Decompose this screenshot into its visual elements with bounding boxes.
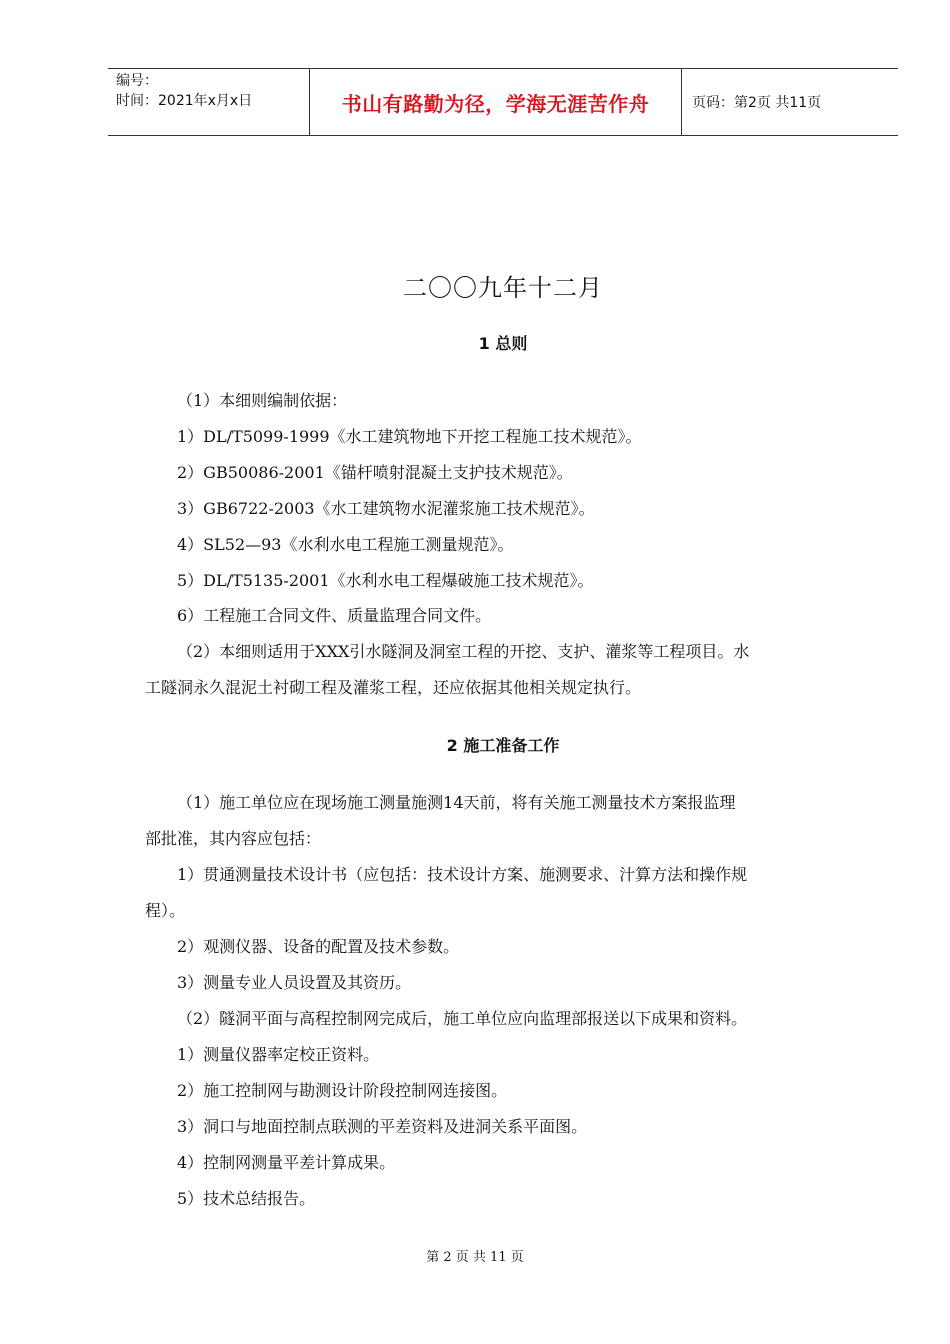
paragraph: 程）。	[145, 901, 186, 920]
section-heading-general: 1 总则	[478, 334, 528, 353]
page-footer: 第 2 页 共 11 页	[426, 1250, 524, 1265]
section-heading-preparation: 2 施工准备工作	[446, 736, 560, 755]
header-time: 时间：2021年x月x日	[116, 93, 253, 109]
paragraph: 工隧洞永久混泥土衬砌工程及灌浆工程，还应依据其他相关规定执行。	[145, 678, 642, 697]
header-number: 编号：	[116, 73, 158, 89]
paragraph: 5）技术总结报告。	[177, 1189, 316, 1208]
header-page-info: 页码：第2页 共11页	[692, 95, 822, 111]
paragraph: 3）测量专业人员设置及其资历。	[177, 973, 412, 992]
paragraph: （2）本细则适用于XXX引水隧洞及洞室工程的开挖、支护、灌浆等工程项目。水	[177, 642, 750, 661]
paragraph: 6）工程施工合同文件、质量监理合同文件。	[177, 606, 492, 625]
paragraph: 部批准，其内容应包括：	[145, 829, 322, 848]
header-motto: 书山有路勤为径，学海无涯苦作舟	[310, 69, 682, 135]
paragraph: 2）观测仪器、设备的配置及技术参数。	[177, 937, 460, 956]
paragraph: 1）贯通测量技术设计书（应包括：技术设计方案、施测要求、汁算方法和操作规	[177, 865, 748, 884]
paragraph: （2）隧洞平面与高程控制网完成后，施工单位应向监理部报送以下成果和资料。	[177, 1009, 748, 1028]
paragraph: 3）洞口与地面控制点联测的平差资料及进洞关系平面图。	[177, 1117, 588, 1136]
paragraph: 4）控制网测量平差计算成果。	[177, 1153, 396, 1172]
paragraph: 2）GB50086-2001《锚杆喷射混凝土支护技术规范》。	[177, 463, 573, 482]
paragraph: 3）GB6722-2003《水工建筑物水泥灌浆施工技术规范》。	[177, 499, 595, 518]
paragraph: 4）SL52—93《水利水电工程施工测量规范》。	[177, 535, 514, 554]
paragraph: （1）施工单位应在现场施工测量施测14天前，将有关施工测量技术方案报监理	[177, 793, 736, 812]
paragraph: 1）测量仪器率定校正资料。	[177, 1045, 380, 1064]
document-date: 二〇〇九年十二月	[403, 274, 603, 302]
paragraph: 2）施工控制网与勘测设计阶段控制网连接图。	[177, 1081, 508, 1100]
page-header	[108, 68, 898, 136]
paragraph: （1）本细则编制依据：	[177, 391, 348, 410]
paragraph: 1）DL/T5099-1999《水工建筑物地下开挖工程施工技术规范》。	[177, 427, 642, 446]
header-meta	[108, 69, 310, 135]
paragraph: 5）DL/T5135-2001《水利水电工程爆破施工技术规范》。	[177, 571, 594, 590]
